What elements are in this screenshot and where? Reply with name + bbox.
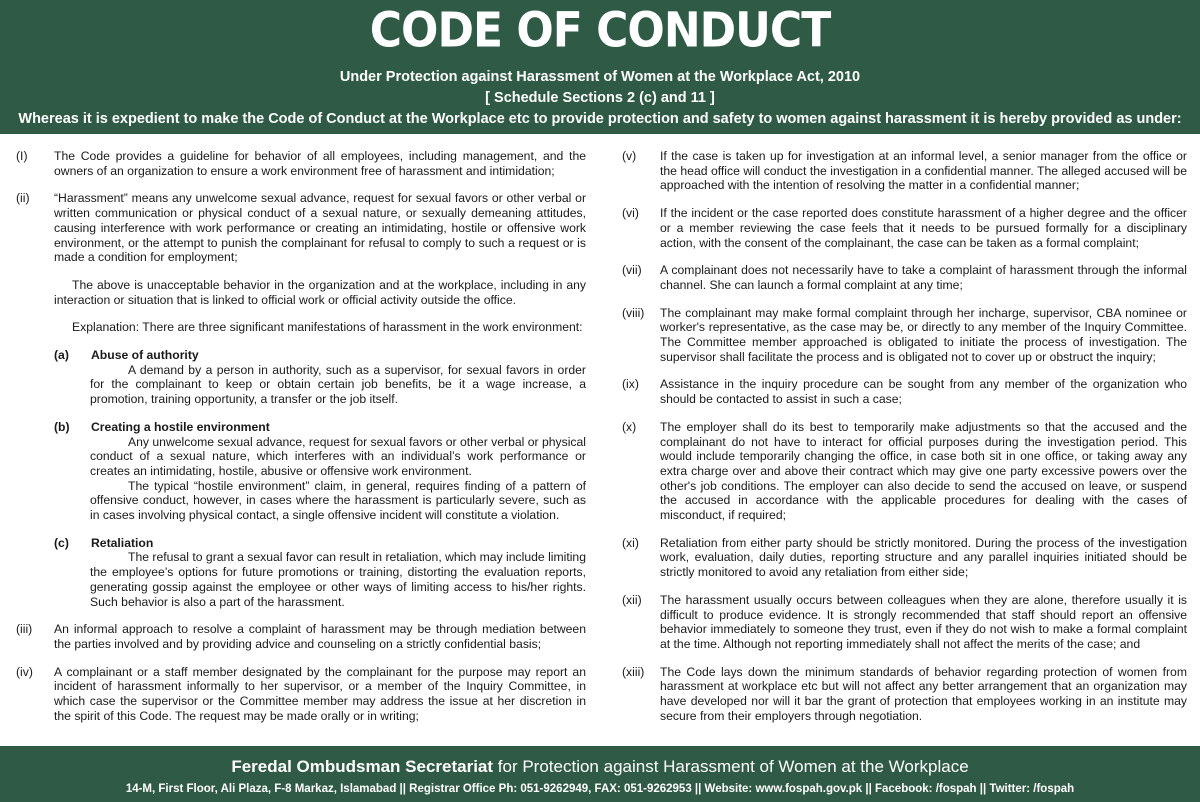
schedule-reference: [ Schedule Sections 2 (c) and 11 ]: [485, 90, 715, 106]
manifestation-text-continued: The typical “hostile environment” claim, in general, requires finding of a pattern of offensive conduct, however, in cases where the harassment is particularly severe, such as in cases involving physical contact, a single offensive incident will constitute a violation.: [90, 478, 586, 523]
manifestation-a: [54, 348, 586, 407]
manifestation-text: The refusal to grant a sexual favor can result in retaliation, which may include limiting the employee’s options for future promotions or training, distorting the evaluation reports, generating gossip against the employee or other ways of limiting access to his/her rights. Such behavior is also a part of the harassment.: [90, 550, 586, 609]
preamble: Whereas it is expedient to make the Code of Conduct at the Workplace etc to provide protection and safety to women against harassment it is hereby provided as under:: [18, 111, 1182, 127]
clause-iii: [16, 622, 586, 651]
clause-ix: [622, 377, 1187, 406]
manifestation-c: [54, 536, 586, 610]
clause-number: (xiii): [622, 664, 645, 679]
clause-number: (xi): [622, 535, 639, 550]
clause-text: The harassment usually occurs between colleagues when they are alone, therefore usually it is difficult to produce evidence. It is strongly recommended that staff should report an offensive behavior immediately to someone they trust, even if they do not wish to make a formal complaint at the time. Although not reporting immediately shall not affect the merits of the case; and: [660, 592, 1187, 651]
manifestation-letter: (b): [54, 419, 70, 434]
clause-v: [622, 149, 1187, 193]
clause-number: (vi): [622, 206, 639, 221]
clause-number: (I): [16, 149, 28, 163]
clause-text: If the case is taken up for investigation at an informal level, a senior manager from the office or the head office will conduct the investigation in a confidential manner. The alleged accused will be approached with the intention of resolving the matter in a confidential manner;: [660, 149, 1187, 193]
manifestation-title: Retaliation: [91, 535, 154, 550]
clause-text: Assistance in the inquiry procedure can be sought from any member of the organization who should be contacted to assist in such a case;: [660, 377, 1187, 407]
act-subtitle: Under Protection against Harassment of Women at the Workplace Act, 2010: [339, 69, 861, 85]
organization-name-rest: for Protection against Harassment of Women at the Workplace: [493, 757, 969, 776]
clause-text: The Code provides a guideline for behavior of all employees, including management, and the owners of an organization to ensure a work environment free of harassment and intimidation;: [54, 149, 586, 178]
explanation-paragraph: Explanation: There are three significant manifestations of harassment in the work environment:: [72, 320, 583, 335]
clause-number: (vii): [622, 263, 642, 278]
clause-number: (ii): [16, 191, 30, 206]
unacceptable-behavior-paragraph: The above is unacceptable behavior in the organization and at the workplace, including in any interaction or situation that is linked to official work or official activity outside the office.: [54, 277, 586, 307]
manifestation-title: Abuse of authority: [91, 348, 199, 363]
clause-number: (viii): [622, 305, 645, 320]
manifestation-heading: [54, 536, 586, 551]
clause-number: (iii): [16, 622, 33, 637]
clause-text: A complainant or a staff member designated by the complainant for the purpose may report an incident of harassment informally to her supervisor, or a member of the Inquiry Committee, in which case the supervisor or the Committee member may address the issue at her discretion in the spirit of this Code. The request may be made orally or in writing;: [54, 664, 586, 723]
clause-i: [16, 149, 586, 178]
clause-text: The employer shall do its best to temporarily make adjustments so that the accused and the complainant do not have to interact for official purposes during the investigation period. This would include temporarily changing the office, in case both sit in one office, or taking away any extra charge over and above their contract which may give one party excessive powers over the other's job conditions. The employer can also decide to send the accused on leave, or suspend the accused in accordance with the applicable procedures for dealing with the cases of misconduct, if required;: [660, 419, 1187, 523]
clause-number: (iv): [16, 664, 33, 679]
manifestation-heading: [54, 348, 586, 363]
clause-x: [622, 420, 1187, 523]
manifestation-letter: (c): [54, 535, 69, 550]
clause-text: The Code lays down the minimum standards of behavior regarding protection of women from harassment at workplace etc but will not affect any better arrangement that an organization may have developed nor will it bar the grant of protection that employees working in an institute may secure from their employers through negotiation.: [660, 664, 1187, 723]
clause-iv: [16, 665, 586, 724]
manifestation-text: A demand by a person in authority, such as a supervisor, for sexual favors in order for the complainant to keep or obtain certain job benefits, be it a wage increase, a promotion, training opportunity, a transfer or the job itself.: [90, 362, 586, 407]
clause-text: Retaliation from either party should be strictly monitored. During the process of the investigation work, evaluation, daily duties, reporting structure and any parallel inquiries initiated should be strictly monitored to avoid any retaliation from either side;: [660, 535, 1187, 580]
clause-xii: [622, 593, 1187, 652]
code-body: [0, 134, 1200, 746]
page-title: CODE OF CONDUCT: [369, 2, 831, 59]
manifestation-title: Creating a hostile environment: [91, 419, 270, 434]
manifestation-text: Any unwelcome sexual advance, request for sexual favors or other verbal or physical conduct of a sexual nature, which interferes with an individual’s work performance or creates an intimidating, hostile, abusive or offensive work environment.: [90, 434, 586, 478]
clause-text: If the incident or the case reported does constitute harassment of a higher degree and the officer or a member reviewing the case feels that it needs to be pursued formally for a disciplinary action, with the consent of the complainant, the case can be taken as a formal complaint;: [660, 206, 1187, 250]
clause-ii: [16, 191, 586, 265]
manifestation-heading: [54, 420, 586, 435]
clause-number: (x): [622, 419, 637, 434]
right-column: [622, 149, 1187, 737]
clause-text: A complainant does not necessarily have to take a complaint of harassment through the informal channel. She can launch a formal complaint at any time;: [660, 263, 1187, 292]
clause-viii: [622, 306, 1187, 365]
clause-number: (ix): [622, 377, 639, 392]
clause-text: The complainant may make formal complaint through her incharge, supervisor, CBA nominee or worker's representative, as the case may be, or directly to any member of the Inquiry Committee. The Committee member approached is obligated to initiate the process of investigation. The supervisor shall facilitate the process and is obligated not to cover up or obstruct the inquiry;: [660, 305, 1187, 364]
contact-details: 14-M, First Floor, Ali Plaza, F-8 Markaz, Islamabad || Registrar Office Ph: 051-9262949, FAX: 051-9262953 || Website: www.fospah.gov.pk || Facebook: /fospah || Twitter: /fospah: [125, 783, 1075, 795]
clause-xiii: [622, 665, 1187, 724]
clause-number: (xii): [622, 592, 642, 607]
clause-xi: [622, 536, 1187, 580]
header-banner: [0, 0, 1200, 134]
clause-vi: [622, 206, 1187, 250]
left-column: [16, 149, 586, 737]
clause-text: An informal approach to resolve a complaint of harassment may be through mediation between the parties involved and by providing advice and counseling on a strictly confidential basis;: [54, 622, 586, 651]
clause-text: “Harassment” means any unwelcome sexual advance, request for sexual favors or other verbal or written communication or physical conduct of a sexual nature, or sexually demeaning attitudes, causing interference with work performance or creating an intimidating, hostile or offensive work environment, or the attempt to punish the complainant for refusal to comply to such a request or is made a condition for employment;: [54, 191, 586, 265]
manifestation-letter: (a): [54, 348, 69, 363]
clause-ii-continued: [54, 278, 586, 335]
manifestation-b: [54, 420, 586, 523]
organization-name: [0, 757, 1200, 777]
organization-name-bold: Feredal Ombudsman Secretariat: [231, 757, 494, 776]
clause-number: (v): [622, 149, 637, 163]
footer-banner: [0, 746, 1200, 802]
clause-vii: [622, 263, 1187, 292]
